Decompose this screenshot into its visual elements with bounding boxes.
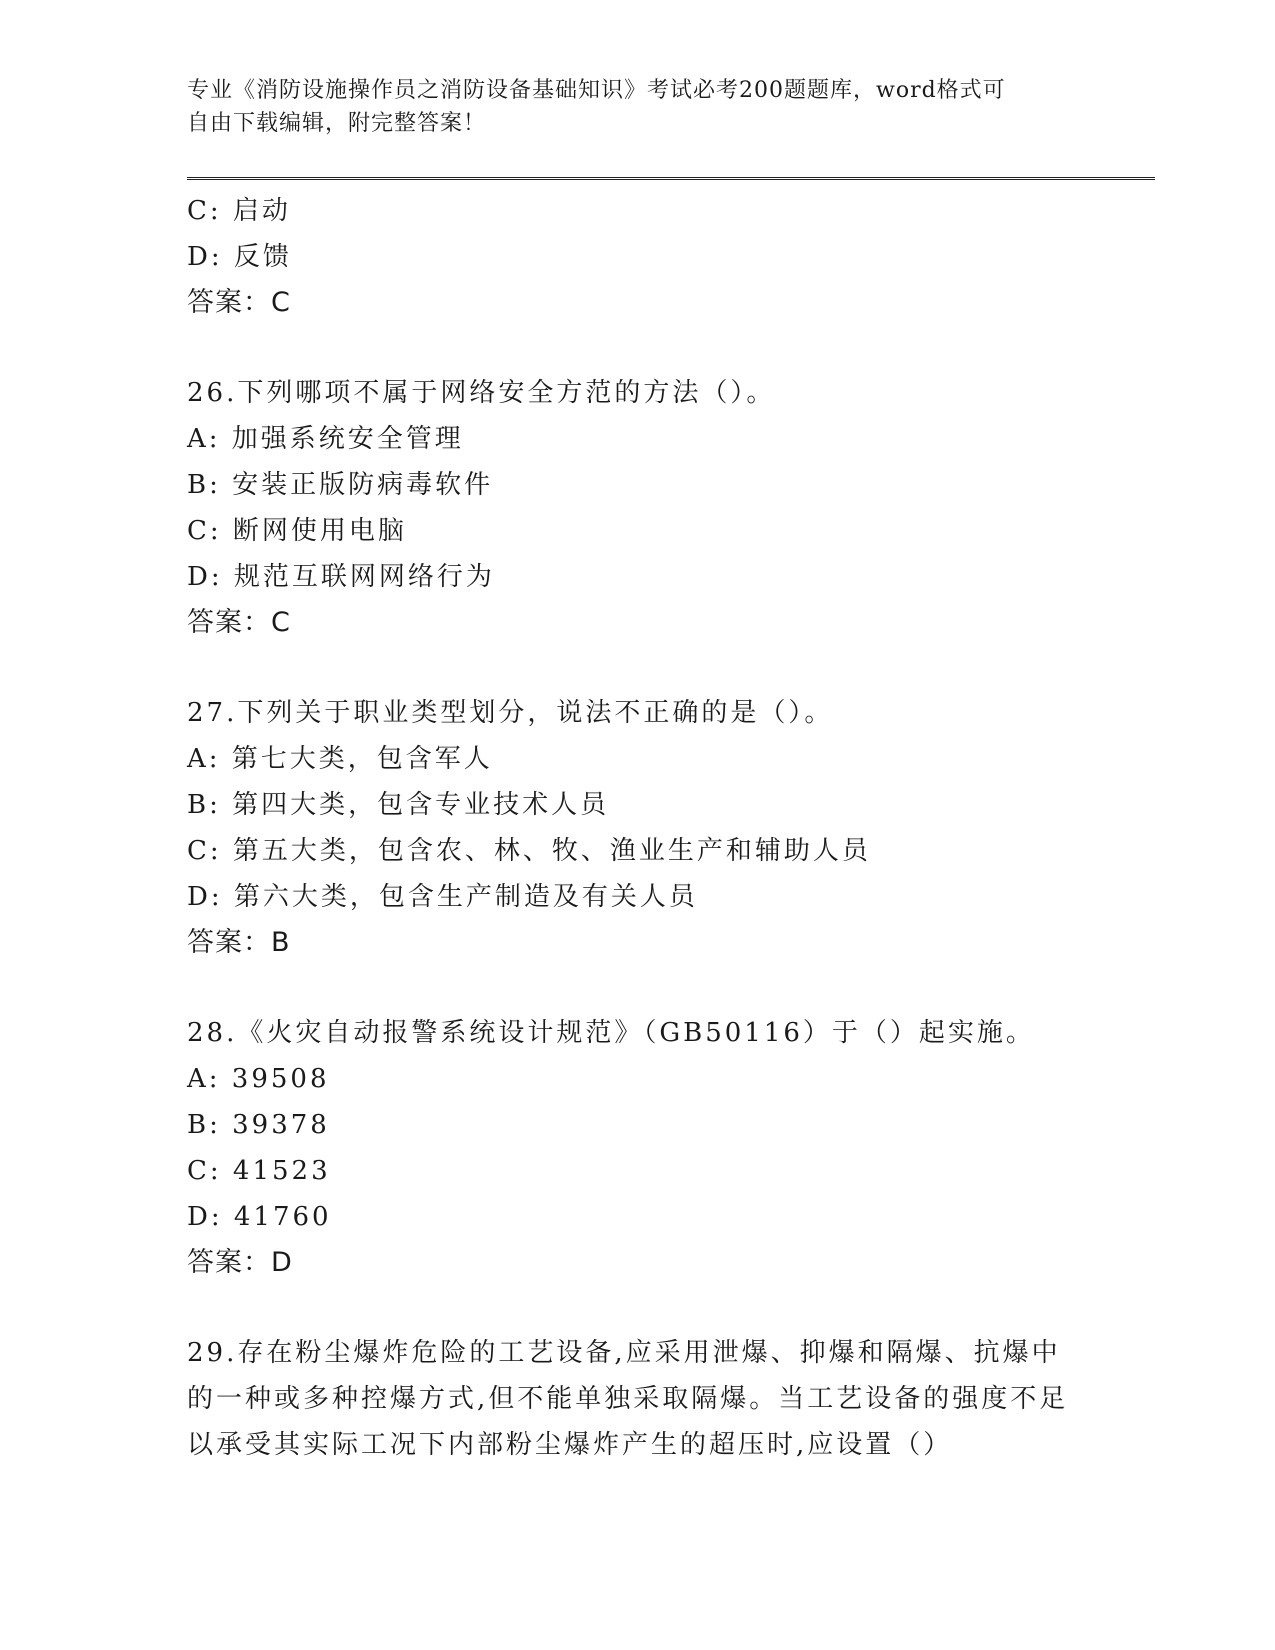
option-c: C: 41523 bbox=[187, 1156, 331, 1186]
question-stem-line-3: 以承受其实际工况下内部粉尘爆炸产生的超压时,应设置（） bbox=[187, 1430, 953, 1460]
option-c: C: 断网使用电脑 bbox=[187, 516, 407, 546]
question-stem: 27.下列关于职业类型划分，说法不正确的是（）。 bbox=[187, 698, 834, 728]
question-29 bbox=[187, 1330, 1087, 1468]
option-a: A: 加强系统安全管理 bbox=[187, 424, 464, 454]
answer: 答案：D bbox=[187, 1247, 293, 1278]
option-b: B: 安装正版防病毒软件 bbox=[187, 470, 494, 500]
question-27 bbox=[187, 690, 1087, 966]
question-stem: 28.《火灾自动报警系统设计规范》（GB50116）于（）起实施。 bbox=[187, 1018, 1035, 1048]
document-header bbox=[187, 74, 1087, 140]
question-stem-line-2: 的一种或多种控爆方式,但不能单独采取隔爆。当工艺设备的强度不足 bbox=[187, 1384, 1069, 1414]
question-list bbox=[187, 188, 1087, 1468]
option-d: D: 反馈 bbox=[187, 242, 292, 272]
question-25-tail bbox=[187, 188, 1087, 326]
option-d: D: 41760 bbox=[187, 1202, 332, 1232]
option-c: C: 启动 bbox=[187, 196, 291, 226]
option-d: D: 规范互联网网络行为 bbox=[187, 562, 495, 592]
question-stem-line-1: 29.存在粉尘爆炸危险的工艺设备,应采用泄爆、抑爆和隔爆、抗爆中 bbox=[187, 1338, 1061, 1368]
header-line-2: 自由下载编辑，附完整答案！ bbox=[187, 111, 487, 136]
option-b: B: 39378 bbox=[187, 1110, 330, 1140]
option-c: C: 第五大类，包含农、林、牧、渔业生产和辅助人员 bbox=[187, 836, 871, 866]
header-divider bbox=[187, 177, 1155, 180]
answer: 答案：C bbox=[187, 607, 291, 638]
answer: 答案：B bbox=[187, 927, 291, 958]
header-line-1: 专业《消防设施操作员之消防设备基础知识》考试必考200题题库，word格式可 bbox=[187, 78, 1006, 103]
option-d: D: 第六大类，包含生产制造及有关人员 bbox=[187, 882, 698, 912]
option-b: B: 第四大类，包含专业技术人员 bbox=[187, 790, 610, 820]
question-stem: 26.下列哪项不属于网络安全方范的方法（）。 bbox=[187, 378, 776, 408]
question-28 bbox=[187, 1010, 1087, 1286]
option-a: A: 39508 bbox=[187, 1064, 330, 1094]
question-26 bbox=[187, 370, 1087, 646]
option-a: A: 第七大类，包含军人 bbox=[187, 744, 493, 774]
answer: 答案：C bbox=[187, 287, 291, 318]
